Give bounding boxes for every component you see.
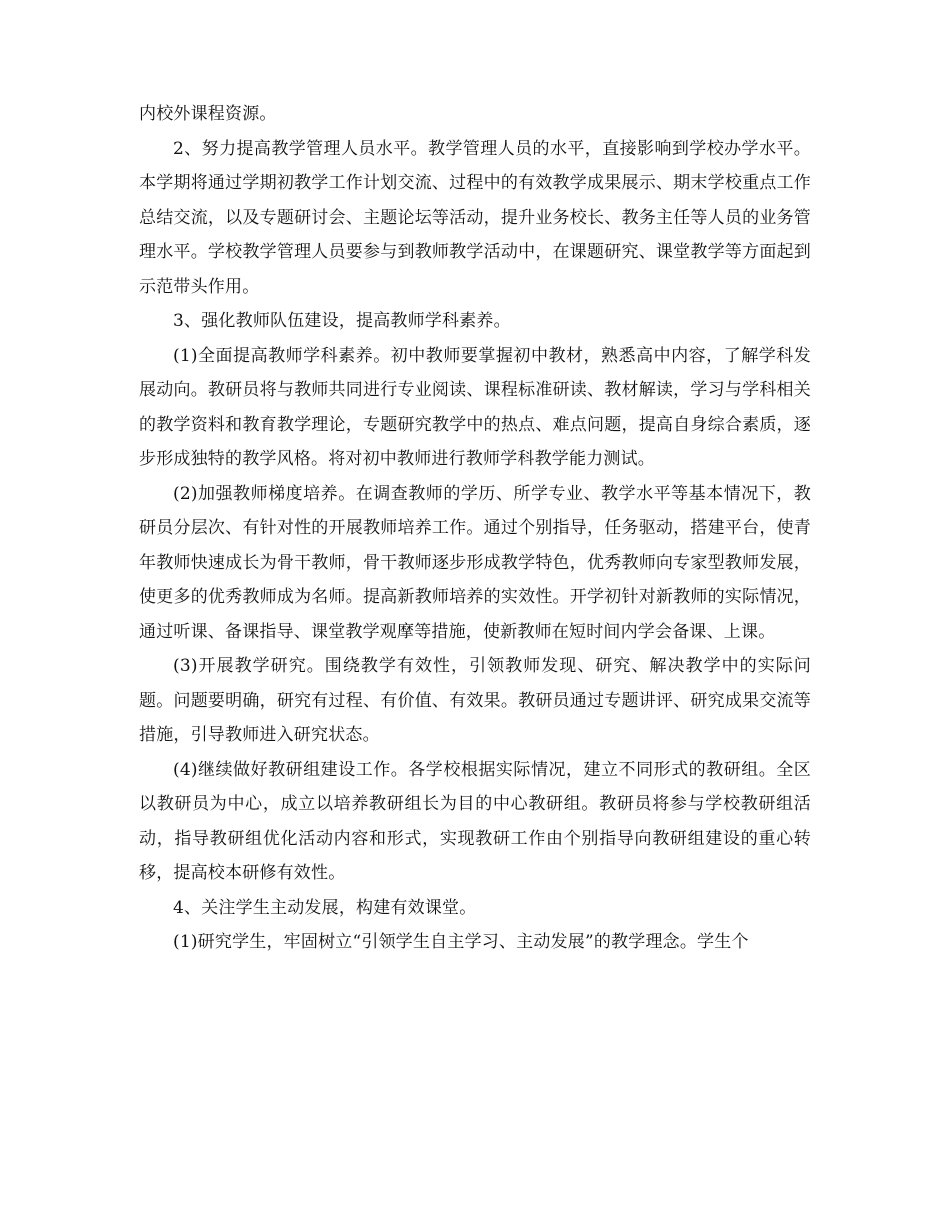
paragraph-item-3-heading: 3、强化教师队伍建设，提高教师学科素养。 [173, 311, 511, 331]
paragraph-sub-4-groups: (4)继续做好教研组建设工作。各学校根据实际情况，建立不同形式的教研组。全区以教研员为中心，成立以培养教研组长为目的中心教研组。教研员将参与学校教研组活动，指导教研组优化活动内容和形式，实现教研工作由个别指导向教研组建设的重心转移，提高校本研修有效性。 [139, 759, 811, 883]
document-body [139, 97, 811, 960]
paragraph-continuation: 内校外课程资源。 [139, 104, 277, 124]
paragraph-sub-2-training: (2)加强教师梯度培养。在调查教师的学历、所学专业、教学水平等基本情况下，教研员分层次、有针对性的开展教师培养工作。通过个别指导，任务驱动，搭建平台，使青年教师快速成长为骨干教师，骨干教师逐步形成教学特色，优秀教师向专家型教师发展，使更多的优秀教师成为名师。提高新教师培养的实效性。开学初针对新教师的实际情况，通过听课、备课指导、课堂教学观摩等措施，使新教师在短时间内学会备课、上课。 [139, 483, 811, 642]
paragraph-sub-1-students: (1)研究学生，牢固树立“引领学生自主学习、主动发展”的教学理念。学生个 [173, 932, 749, 952]
paragraph-sub-3-research: (3)开展教学研究。围绕教学有效性，引领教师发现、研究、解决教学中的实际问题。问题要明确，研究有过程、有价值、有效果。教研员通过专题讲评、研究成果交流等措施，引导教师进入研究状态。 [139, 656, 811, 745]
paragraph-sub-1-literacy: (1)全面提高教师学科素养。初中教师要掌握初中教材，熟悉高中内容，了解学科发展动向。教研员将与教师共同进行专业阅读、课程标准研读、教材解读，学习与学科相关的教学资料和教育教学理论，专题研究教学中的热点、难点问题，提高自身综合素质，逐步形成独特的教学风格。将对初中教师进行教师学科教学能力测试。 [139, 345, 811, 469]
paragraph-item-2-management: 2、努力提高教学管理人员水平。教学管理人员的水平，直接影响到学校办学水平。本学期将通过学期初教学工作计划交流、过程中的有效教学成果展示、期末学校重点工作总结交流，以及专题研讨会、主题论坛等活动，提升业务校长、教务主任等人员的业务管理水平。学校教学管理人员要参与到教师教学活动中，在课题研究、课堂教学等方面起到示范带头作用。 [139, 138, 811, 297]
paragraph-item-4-heading: 4、关注学生主动发展，构建有效课堂。 [173, 897, 477, 918]
